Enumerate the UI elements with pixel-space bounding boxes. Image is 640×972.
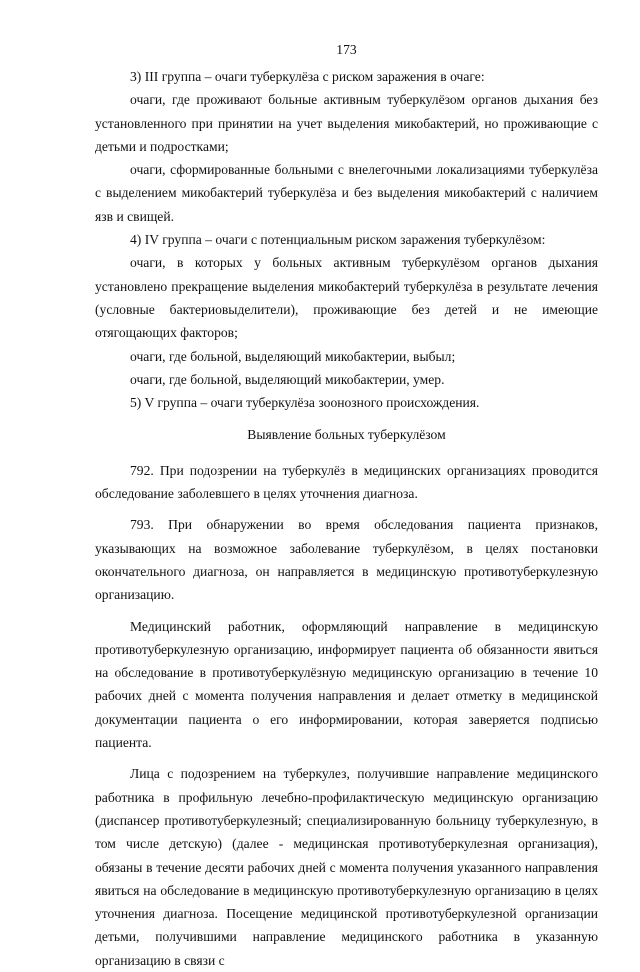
section-title: Выявление больных туберкулёзом — [247, 427, 446, 443]
paragraph-group-iv-item-1: очаги, в которых у больных активным туберкулёзом органов дыхания установлено прекращение выделения микобактерий туберкулёза в результате лечения (условные бактериовыделители), проживающие без детей и не имеющие отягощающих факторов; — [95, 255, 598, 341]
paragraph-group-iv: 4) IV группа – очаги с потенциальным риском заражения туберкулёзом: — [130, 232, 546, 248]
paragraph-medical-worker: Медицинский работник, оформляющий направление в медицинскую противотуберкулезную организацию, информирует пациента об обязанности явиться на обследование в противотуберкулёзную медицинскую организацию в течение 10 рабочих дней с момента получения направления и делает отметку в медицинской документации пациента о его информировании, которая заверяется подписью пациента. — [95, 618, 598, 751]
document-page — [95, 40, 598, 972]
paragraph-group-iv-item-2: очаги, где больной, выделяющий микобактерии, выбыл; — [130, 348, 456, 364]
page-number: 173 — [336, 42, 357, 57]
paragraph-persons-suspected: Лица с подозрением на туберкулез, получившие направление медицинского работника в профильную лечебно-профилактическую медицинскую организацию (диспансер противотуберкулезный; специализированную больницу туберкулезную, в том числе детскую) (далее - медицинская противотуберкулезная организация), обязаны в течение десяти рабочих дней с момента получения указанного направления явиться на обследование в медицинскую противотуберкулезную организацию в целях уточнения диагноза. Посещение медицинской противотуберкулезной организации детьми, получившими направление медицинского работника в указанную организацию в связи с — [95, 766, 598, 968]
paragraph-group-iv-item-3: очаги, где больной, выделяющий микобактерии, умер. — [130, 371, 445, 387]
paragraph-group-iii-item-2: очаги, сформированные больными с внелегочными локализациями туберкулёза с выделением микобактерий туберкулёза и без выделения микобактерий с наличием язв и свищей. — [95, 162, 598, 224]
paragraph-group-iii: 3) III группа – очаги туберкулёза с риском заражения в очаге: — [130, 69, 485, 84]
paragraph-793: 793. При обнаружении во время обследования пациента признаков, указывающих на возможное заболевание туберкулёзом, в целях постановки окончательного диагноза, он направляется в медицинскую противотуберкулезную организацию. — [95, 517, 598, 603]
paragraph-group-v: 5) V группа – очаги туберкулёза зоонозного происхождения. — [130, 395, 480, 411]
paragraph-792: 792. При подозрении на туберкулёз в медицинских организациях проводится обследование заболевшего в целях уточнения диагноза. — [95, 462, 598, 502]
paragraph-group-iii-item-1: очаги, где проживают больные активным туберкулёзом органов дыхания без установленного при принятии на учет выделения микобактерий, но проживающие с детьми и подростками; — [95, 92, 598, 154]
